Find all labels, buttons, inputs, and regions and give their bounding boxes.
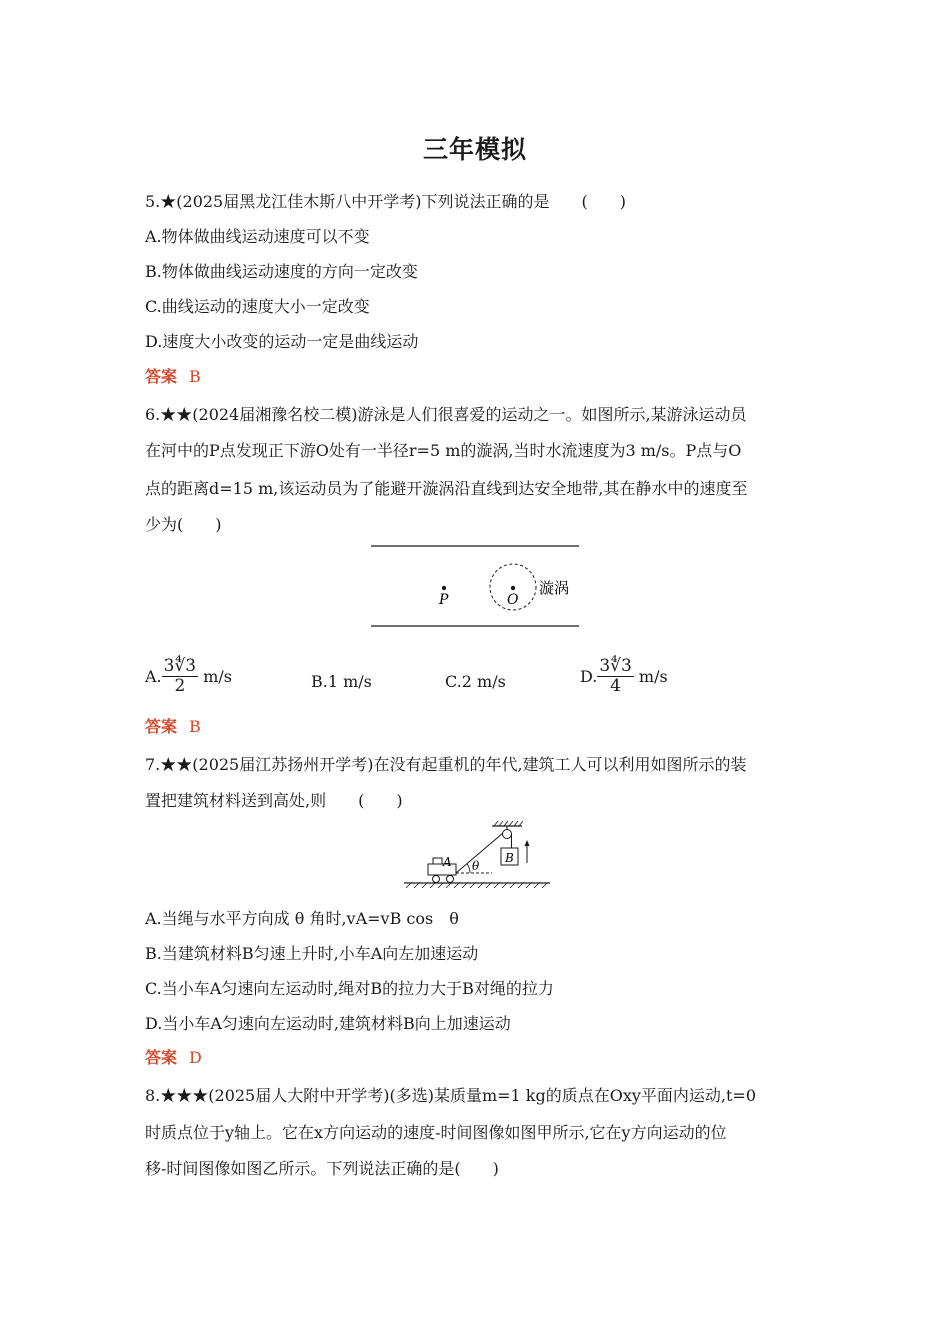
q7-option-c: C.当小车A匀速向左运动时,绳对B的拉力大于B对绳的拉力 — [145, 979, 554, 998]
block-b-label: B — [505, 851, 514, 865]
angle-arc — [467, 864, 470, 873]
cart-cab — [433, 858, 442, 864]
q6-stem-line-4: 少为( ) — [145, 515, 222, 534]
answer-label: 答案 — [145, 367, 178, 386]
q7-option-d: D.当小车A匀速向左运动时,建筑材料B向上加速运动 — [145, 1014, 511, 1033]
q7-option-a: A.当绳与水平方向成 θ 角时,vA=vB cos θ — [145, 909, 459, 928]
q5-stem: 5.★(2025届黑龙江佳木斯八中开学考)下列说法正确的是 ( ) — [145, 192, 626, 211]
q8-stem-line-2: 时质点位于y轴上。它在x方向运动的速度-时间图像如图甲所示,它在y方向运动的位 — [145, 1123, 727, 1142]
cart-body — [428, 864, 456, 875]
pulley-figure — [400, 818, 555, 894]
point-o-label: O — [507, 592, 519, 608]
q6-option-a: A. $\frac{3∜3}{2}$ m/s — [145, 656, 232, 696]
q6-answer — [145, 716, 201, 738]
answer-value: D — [189, 1048, 202, 1067]
q6-option-c: C.2 m/s — [445, 672, 506, 691]
ground-hatch — [406, 883, 547, 888]
cart-a-label: A — [443, 855, 452, 869]
q6-option-d: D. $\frac{3∜3}{4}$ m/s — [580, 656, 668, 696]
point-p-label: P — [439, 592, 449, 608]
fraction: $\frac{3∜3}{4}$ — [599, 656, 632, 696]
answer-value: B — [189, 367, 201, 386]
vortex-label: 漩涡 — [539, 579, 570, 597]
ceiling-hatch — [494, 821, 523, 826]
answer-value: B — [189, 717, 201, 736]
q7-stem-line-1: 7.★★(2025届江苏扬州开学考)在没有起重机的年代,建筑工人可以利用如图所示的装 — [145, 755, 747, 774]
q6-stem-line-3: 点的距离d=15 m,该运动员为了能避开漩涡沿直线到达安全地带,其在静水中的速度至 — [145, 479, 748, 498]
q5-answer — [145, 366, 201, 388]
up-arrow-icon — [525, 840, 530, 846]
q5-option-a: A.物体做曲线运动速度可以不变 — [145, 227, 370, 246]
point-p-dot — [442, 586, 446, 590]
q7-stem-line-2: 置把建筑材料送到高处,则 ( ) — [145, 791, 403, 810]
q8-stem-line-3: 移-时间图像如图乙所示。下列说法正确的是( ) — [145, 1159, 499, 1178]
pulley — [503, 830, 512, 839]
point-o-dot — [511, 586, 515, 590]
q6-stem-line-1: 6.★★(2024届湘豫名校二模)游泳是人们很喜爱的运动之一。如图所示,某游泳运动员 — [145, 405, 747, 424]
river-figure — [368, 540, 583, 632]
q6-option-b: B.1 m/s — [311, 672, 372, 691]
answer-label: 答案 — [145, 1048, 178, 1067]
section-title: 三年模拟 — [422, 135, 527, 164]
q5-option-b: B.物体做曲线运动速度的方向一定改变 — [145, 262, 418, 281]
q5-option-d: D.速度大小改变的运动一定是曲线运动 — [145, 332, 419, 351]
cart-wheel-right — [447, 876, 454, 883]
cart-wheel-left — [433, 876, 440, 883]
q8-stem-line-1: 8.★★★(2025届人大附中开学考)(多选)某质量m=1 kg的质点在Oxy平面内运动,t=0 — [145, 1086, 757, 1105]
q5-option-c: C.曲线运动的速度大小一定改变 — [145, 297, 370, 316]
q6-stem-line-2: 在河中的P点发现正下游O处有一半径r=5 m的漩涡,当时水流速度为3 m/s。P点与O — [145, 441, 742, 460]
q7-answer — [145, 1047, 202, 1069]
answer-label: 答案 — [145, 717, 178, 736]
rope-slanted — [456, 833, 503, 873]
angle-label: θ — [472, 859, 480, 873]
fraction: $\frac{3∜3}{2}$ — [163, 656, 197, 696]
q7-option-b: B.当建筑材料B匀速上升时,小车A向左加速运动 — [145, 944, 479, 963]
